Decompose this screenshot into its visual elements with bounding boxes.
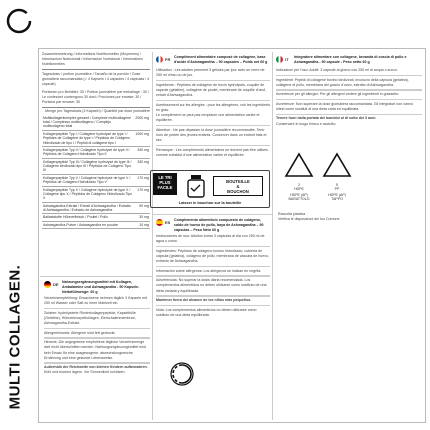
es-line: Ingredientes: Péptidos de colágeno bovino hidrolizado, cubierta de cápsula (gelatina), colágeno de pollo, membrana de cáscara de huevo, extracto de Ashwagandha. [156, 248, 270, 264]
table-row [42, 115, 150, 131]
pp-label: HDPE (AP) TAPPO [328, 193, 346, 201]
pp-code: 5 PP [334, 183, 340, 191]
hdpe-label: HDPE (AP) BARATTOLO [288, 193, 310, 201]
nutrient-name: Kollagenpeptide Typ II / Collagène hydrolysé de type II / Péptidos de Colágeno Hidrolizado Tipo II [42, 146, 134, 158]
nutrient-value: 2000 mg [134, 115, 150, 131]
de-line: Allergenhinweis: Allergene sind fett gedruckt. [44, 330, 116, 335]
table-row [42, 130, 150, 146]
de-line: Zutaten: hydrolysierte Rinderkollagenpeptide, Kapselhülle (Gelatine), Hühnerknorpelkollagen, Eierschalenmembran, Ashwagandha-Extrakt. [44, 310, 136, 326]
nutrient-name: Ashwagandha-Extrakt / Extrait d'Ashwagandha / Estratto di Ashwagandha / Extracto de Ashwagandha [42, 202, 134, 214]
de-flag-label: DE [53, 282, 59, 287]
es-flag-icon [156, 219, 163, 226]
table-row [42, 158, 150, 174]
nutrition-table [42, 115, 150, 230]
es-line: Advertencias: No superar la dosis diaria recomendada. Los complementos alimenticios no deben utilizarse como sustituto de una dieta variada y equilibrada. [156, 278, 267, 293]
fr-line: Remarque : Les compléments alimentaires ne doivent pas être utilisés comme substitut d'une alimentation variée et équilibrée. [156, 147, 268, 157]
it-body [276, 68, 422, 150]
triman-left-label: LE TRI PLUS FACILE [153, 173, 177, 195]
green-dot-icon [170, 362, 194, 386]
nutrient-name: Kollagenpeptide Typ I / Collagène hydrolysé de type I / Peptides de Collagène de type I / Péptidos de Colágeno Hidrolizado de tipo I / Peptidi di collagene tipo I [42, 130, 134, 146]
triman-caption: Laisser le bouchon sur la bouteille [178, 201, 242, 205]
nutrient-name: Kollagenpeptide Typ V / Collagène hydrolysé de type V / Péptidos de Colágeno Hidrolizado Tipo V [42, 174, 134, 186]
nutrient-value: 330 mg [134, 146, 150, 158]
triman-recycling-logo [150, 170, 270, 208]
table-row [42, 174, 150, 186]
es-panel [174, 218, 270, 232]
recycling-note: Raccolta plastica Verifica le disposizioni del tuo Comune [278, 212, 340, 222]
recycling-pp [322, 152, 352, 201]
it-title: Integratore alimentare con collagene, bevanda di coscia di pollo e Ashwagandha - 90 capsule - Peso netto 60 g [294, 55, 407, 65]
nutrient-name: Ashwagandha-Pulver / Ashwagandha en poudre [42, 221, 134, 228]
pack-note: Portionen pro Behälter: 30 / Portion journalière par emballage : 30 / Le confezioni contengono 30 dosi / Porciones por envase: 30 / Portions par envase: 30 [42, 89, 149, 104]
de-line: Hinweis: Die angegebene empfohlene tägliche Verzehrsmenge darf nicht überschritten werden. Nahrungsergänzungsmittel sind kein Ersatz für eine ausgewogene, abwechslungsreiche Ernährung und eine gesunde Lebensweise. [44, 340, 146, 360]
de-flag-icon [44, 281, 51, 288]
fr-title: Complément alimentaire composé de collagène, base d'acide d'Ashwagandha – 90 capsules – Poids net 60 g [174, 55, 268, 65]
es-line: Instrucciones de uso: Adultos tomar 3 cápsulas al día con 250 ml de agua o zumo. [156, 234, 265, 244]
it-line: Avvertenze per gli allergici: Per gli allergeni vedere gli ingredienti in grassetto. [276, 92, 400, 97]
nutrient-name: Multikollagenkomplex gesamt / Complexe multicollagène total / Complesso multicollageno / Complejo multicolágeno total [42, 115, 134, 131]
nutrient-value: 330 mg [134, 158, 150, 174]
serving-note: Tagesdosis / portion journalière / Tamaño de la porción / Dose giornaliera raccomandata (= 4 Kapseln / 4 capsules / 4 cápsulas / 4 capsule) [42, 71, 150, 87]
it-line: Indicazioni per l'uso: Adulti: 3 capsule al giorno con 250 ml di acqua o succo. [276, 68, 398, 72]
nutrient-name: Kollagenpeptide Typ X / Collagène hydrolysé de type X / Collagene tipo X / Péptidos de Colágeno Hidrolizado Tipo X [42, 186, 134, 202]
es-title: Complemento alimenticio compuesto de colágeno, caldo de hueso de pollo, baya de Ashwagandha – 90 cápsulas – Peso Neto 60 g [174, 218, 264, 232]
de-body [44, 296, 150, 420]
fr-panel [174, 55, 270, 67]
fr-flag-label: FR [165, 57, 171, 62]
it-flag-label: IT [285, 57, 289, 62]
fr-line: Ingrédients : Peptides de collagène de bovin hydrolysés, coquille de capsule (gélatine), collagène de poulet, membrane de coquille d'œuf, extrait d'Ashwagandha. [156, 82, 266, 98]
recycle-triangle-icon [284, 152, 314, 178]
nutrient-value: 1000 mg [134, 130, 150, 146]
nutrient-value: 50 mg [134, 202, 150, 214]
table-row [42, 146, 150, 158]
fr-body [156, 68, 270, 168]
brand-logo-icon [4, 6, 34, 36]
recycle-triangle-icon [322, 152, 352, 178]
nutrient-name: Kollagenpeptide Typ III / Collagène hydrolysé de type III / Collagene idrolizzato tipo III / Péptidos de Colágeno Tipo III [42, 158, 134, 174]
table-row [42, 221, 150, 228]
nutrient-value: 170 mg [134, 186, 150, 202]
fr-flag-icon [156, 56, 163, 63]
triman-right-label: BOUTEILLE & BOUCHON [213, 176, 263, 196]
es-line: Mantener fuera del alcance de los niños más pequeños. [156, 298, 252, 303]
nutrition-panel [42, 52, 150, 274]
it-panel [294, 55, 422, 67]
fr-line: Utilisation : Les adultes prennent 3 gélules par jour avec un verre de 250 ml d'eau ou de jus. [156, 68, 265, 78]
nutrition-header: Zusammensetzung / Informations Nutritionnelles (Moyennes) / Informazioni Nutrizionali / Información Nutricional / Informations Nutritionnelles [42, 52, 143, 67]
it-line: Ingredienti: Peptidi di collagene bovino idrolizzati, involucro della capsula (gelatina), collagene di pollo, membrana del guscio d'uovo, estratto di Ashwagandha. [276, 77, 409, 87]
es-line: Información sobre alérgenos: Los alérgenos se indican en negrita. [156, 268, 262, 273]
es-flag-label: ES [165, 220, 171, 225]
bottle-icon [185, 174, 207, 198]
de-line: Verzehrsempfehlung: Erwachsene nehmen täglich 3 Kapseln mit 250 ml Wasser oder Saft zu einer Mahlzeit ein. [44, 296, 147, 306]
es-line: Nota: Los complementos alimenticios no deben utilizarse como sustituto de una dieta equilibrada. [156, 307, 257, 317]
fr-line: Avertissement sur les allergies : pour les allergènes, voir les ingrédients en gras. [156, 102, 270, 112]
fr-line: Attention : Ne pas dépasser la dose journalière recommandée. Tenir hors de portée des jeunes enfants. Conserver dans un endroit frais et sec. [156, 127, 267, 143]
it-line: Avvertenze: Non superare la dose giornaliera raccomandata. Gli integratori non vanno intesi come sostituti di una dieta varia ed equilibrata. [276, 101, 413, 111]
nutrient-value: 10 mg [134, 221, 150, 228]
es-body [156, 234, 270, 354]
brand-name: MULTI COLLAGEN. [6, 264, 24, 410]
it-flag-icon [276, 56, 283, 63]
de-line: Außerhalb der Reichweite von kleinen Kindern aufbewahren. [44, 365, 148, 370]
nutrient-name: Ballaststoffe Hühnerfleisch / Poulet / Pollo [42, 214, 134, 221]
recycling-hdpe [284, 152, 314, 201]
de-line: Kühl und trocken lagern. Vor Sonnenlicht schützen. [44, 370, 126, 375]
fr-line: Le complément ne peut pas remplacer une alimentation variée et équilibrée. [156, 113, 260, 123]
table-row [42, 202, 150, 214]
col-header: Menge pro Tagesdosis (4 Kapseln) / Quantité par dose journalière [45, 109, 150, 114]
nutrient-value: 30 mg [134, 214, 150, 221]
hdpe-code: 2 HDPE [294, 183, 304, 191]
de-title: Nahrungsergänzungsmittel mit Kollagen, Ambalamine und Ashwagandha - 90 Kapseln. Nettofüllmenge: 60 g [62, 280, 140, 294]
table-row [42, 186, 150, 202]
nutrient-value: 170 mg [134, 174, 150, 186]
brand-vertical-title [2, 250, 28, 425]
de-panel [62, 280, 150, 294]
it-line: Tenere fuori dalla portata dei bambini al di sotto dei 3 anni. [276, 116, 377, 121]
it-line: Conservare in luogo fresco e asciutto. [276, 121, 337, 126]
table-row [42, 214, 150, 221]
